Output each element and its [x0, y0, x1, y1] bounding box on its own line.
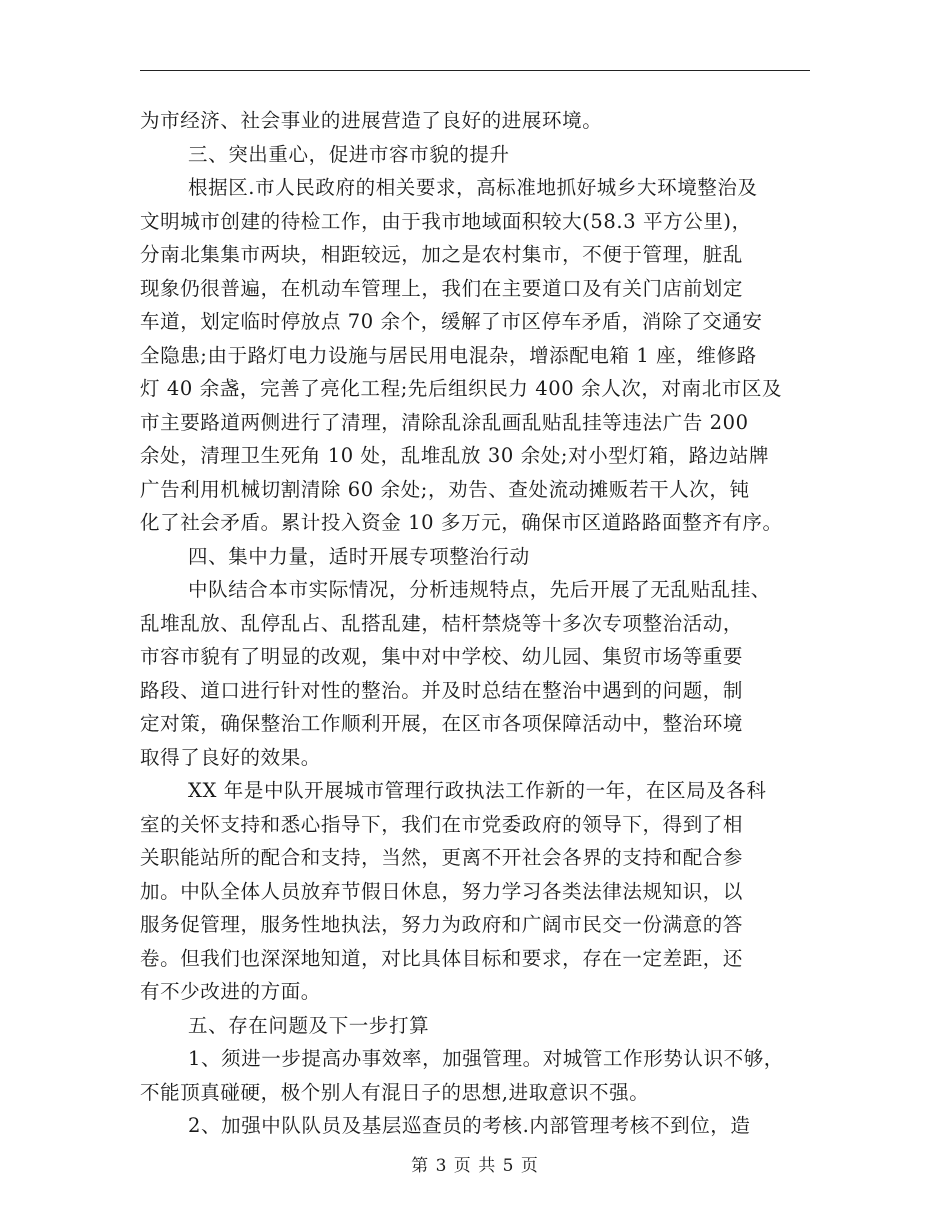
text-line: 全隐患;由于路灯电力设施与居民用电混杂，增添配电箱 1 座，维修路 — [140, 343, 757, 367]
text-line: 加。中队全体人员放弃节假日休息，努力学习各类法律法规知识，以 — [140, 879, 744, 903]
text-line: 取得了良好的效果。 — [140, 745, 321, 769]
text-line: 市主要路道两侧进行了清理，清除乱涂乱画乱贴乱挂等违法广告 200 — [140, 410, 749, 434]
document-body — [140, 104, 820, 1143]
section-heading: 四、集中力量，适时开展专项整治行动 — [188, 544, 530, 568]
section-heading: 五、存在问题及下一步打算 — [188, 1013, 430, 1037]
paragraph-start: 1、须进一步提高办事效率，加强管理。对城管工作形势认识不够， — [188, 1047, 784, 1070]
paragraph-start: 2、加强中队队员及基层巡查员的考核.内部管理考核不到位，造 — [188, 1114, 751, 1137]
paragraph-start: XX 年是中队开展城市管理行政执法工作新的一年，在区局及各科 — [188, 779, 767, 802]
section-heading: 三、突出重心，促进市容市貌的提升 — [188, 142, 510, 166]
text-line: 室的关怀支持和悉心指导下，我们在市党委政府的领导下，得到了相 — [140, 812, 744, 836]
page-number: 第 3 页 共 5 页 — [411, 1156, 539, 1176]
text-line: 关职能站所的配合和支持，当然，更离不开社会各界的支持和配合参 — [140, 846, 744, 869]
text-line: 文明城市创建的待检工作，由于我市地域面积较大(58.3 平方公里)， — [140, 209, 752, 233]
text-line: 为市经济、社会事业的进展营造了良好的进展环境。 — [140, 109, 603, 132]
text-line: 有不少改进的方面。 — [140, 980, 321, 1003]
text-line: 不能顶真碰硬，极个别人有混日子的思想,进取意识不强。 — [140, 1080, 650, 1104]
text-line: 服务促管理，服务性地执法，努力为政府和广阔市民交一份满意的答 — [140, 913, 744, 936]
text-line: 市容市貌有了明显的改观，集中对中学校、幼儿园、集贸市场等重要 — [140, 645, 744, 668]
text-line: 广告利用机械切割清除 60 余处;，劝告、查处流动摊贩若干人次，钝 — [140, 477, 750, 501]
paragraph-start: 根据区.市人民政府的相关要求，高标准地抓好城乡大环境整治及 — [188, 176, 758, 199]
text-line: 化了社会矛盾。累计投入资金 10 多万元，确保市区道路路面整齐有序。 — [140, 511, 783, 534]
text-line: 车道，划定临时停放点 70 余个，缓解了市区停车矛盾，消除了交通安 — [140, 310, 763, 333]
text-line: 分南北集集市两块，相距较远，加之是农村集市，不便于管理，脏乱 — [140, 243, 744, 266]
text-line: 灯 40 余盏，完善了亮化工程;先后组织民力 400 余人次，对南北市区及 — [140, 377, 783, 400]
text-line: 路段、道口进行针对性的整治。并及时总结在整治中遇到的问题，制 — [140, 678, 744, 702]
text-line: 余处，清理卫生死角 10 处，乱堆乱放 30 余处;对小型灯箱，路边站牌 — [140, 444, 770, 467]
text-line: 乱堆乱放、乱停乱占、乱搭乱建，桔杆禁烧等十多次专项整治活动， — [140, 611, 744, 635]
text-line: 现象仍很普遍，在机动车管理上，我们在主要道口及有关门店前划定 — [140, 276, 744, 300]
text-line: 定对策，确保整治工作顺利开展，在区市各项保障活动中，整治环境 — [140, 712, 744, 735]
paragraph-start: 中队结合本市实际情况，分析违规特点，先后开展了无乱贴乱挂、 — [188, 578, 771, 601]
text-line: 卷。但我们也深深地知道，对比具体目标和要求，存在一定差距，还 — [140, 946, 744, 970]
header-rule — [140, 70, 810, 71]
